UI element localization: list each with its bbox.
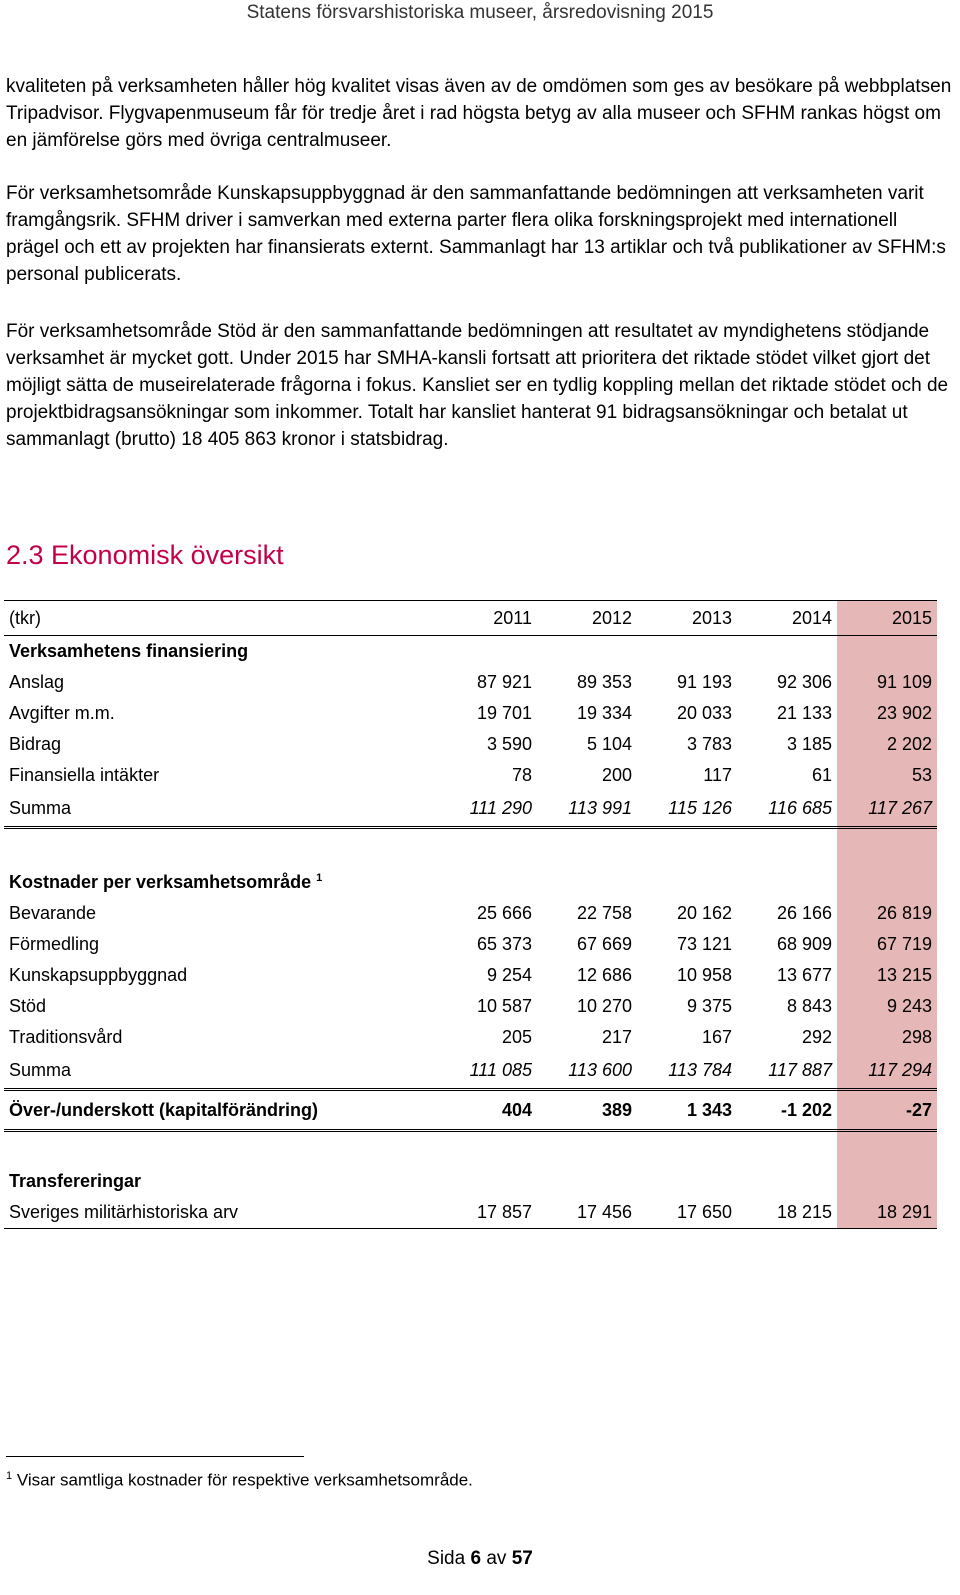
row-label: Avgifter m.m. [9,703,115,723]
cell-value: 19 701 [476,703,532,723]
cell-value: 200 [601,765,632,785]
financing-heading-row [4,636,937,668]
cell-value: 13 677 [776,965,832,985]
cell-value: 205 [501,1027,532,1047]
costs-heading: Kostnader per verksamhetsområde $^1$ [9,872,323,892]
row-label: Förmedling [9,934,100,954]
sum-value: 113 784 [637,1053,737,1090]
row-label: Stöd [9,996,47,1016]
cell-value: 3 590 [486,734,532,754]
table-header-row [4,601,937,636]
result-row [4,1090,937,1131]
cell-value: 22 758 [576,903,632,923]
footnote-number: 1 [6,1470,13,1482]
cell-value: 117 [703,765,732,785]
cell-value: 78 [511,765,532,785]
cell-value: 89 353 [576,672,632,692]
row-label: Bevarande [9,903,97,923]
row-label: Traditionsvård [9,1027,123,1047]
footnote-text: Visar samtliga kostnader för respektive verksamhetsområde. [16,1470,473,1490]
row-label: Kunskapsuppbyggnad [9,965,188,985]
financial-overview-table [4,600,937,1229]
costs-heading-row [4,867,937,898]
page-total: 57 [511,1548,533,1569]
row-label: Anslag [9,672,65,692]
cell-value: 17 650 [637,1197,737,1229]
cell-value: 10 958 [676,965,732,985]
cell-value-highlight: 2 202 [837,729,937,760]
cell-value: 167 [701,1027,732,1047]
year-header-highlight: 2015 [837,601,937,636]
spacer-row [4,828,937,868]
transfers-heading: Transfereringar [9,1171,142,1191]
sum-value: 111 085 [437,1053,537,1090]
cell-value: 87 921 [476,672,532,692]
paragraph-quality: kvaliteten på verksamheten håller hög kvalitet visas även av de omdömen som ges av besökare på webbplatsen Tripadvisor. Flygvapenmuseum får för tredje året i rad högsta betyg av alla museer och SFHM rankas högst om en jämförelse görs med övriga centralmuseer. [6,76,952,151]
table-row [4,898,937,929]
year-header: 2011 [437,601,537,636]
year-header: 2014 [737,601,837,636]
financing-sum-row [4,791,937,828]
cell-value-highlight: 298 [837,1022,937,1053]
sum-label: Summa [4,1053,437,1090]
result-value: 404 [437,1090,537,1131]
row-label: Finansiella intäkter [9,765,160,785]
cell-value: 67 669 [576,934,632,954]
cell-value: 26 166 [776,903,832,923]
spacer-row [4,1131,937,1167]
unit-label: (tkr) [4,601,437,636]
table-row [4,667,937,698]
cell-value: 12 686 [576,965,632,985]
sum-value: 113 600 [537,1053,637,1090]
page-number [0,1548,960,1570]
cell-value: 20 162 [676,903,732,923]
result-value: 389 [537,1090,637,1131]
cell-value-highlight: 9 243 [837,991,937,1022]
sum-value: 115 126 [637,791,737,828]
footnote-divider [6,1456,304,1457]
cell-value-highlight: 13 215 [837,960,937,991]
table-row [4,991,937,1022]
footnote-marker: 1 [316,872,323,884]
cell-value: 217 [601,1027,632,1047]
cell-value: 5 104 [586,734,632,754]
row-label: Bidrag [9,734,62,754]
cell-value-highlight: 26 819 [837,898,937,929]
cell-value: 9 254 [486,965,532,985]
cell-value: 65 373 [476,934,532,954]
sum-label: Summa [4,791,437,828]
table-row [4,698,937,729]
cell-value: 68 909 [776,934,832,954]
sum-value: 116 685 [737,791,837,828]
table-row [4,729,937,760]
year-header: 2012 [537,601,637,636]
table-row [4,929,937,960]
cell-value-highlight: 67 719 [837,929,937,960]
cell-value: 91 193 [676,672,732,692]
result-label: Över-/underskott (kapitalförändring) [4,1090,437,1131]
sum-value: 113 991 [537,791,637,828]
result-value: 1 343 [637,1090,737,1131]
paragraph-support: För verksamhetsområde Stöd är den sammanfattande bedömningen att resultatet av myndighetens stödjande verksamhet är mycket gott. Under 2015 har SMHA-kansli fortsatt att prioritera det riktade stödet vilket gjort det möjligt sätta de museirelaterade frågorna i fokus. Kansliet ser en tydlig koppling mellan det riktade stödet och de projektbidragsansökningar som inkommer. Totalt har kansliet hanterat 91 bidragsansökningar och betalat ut sammanlagt (brutto) 18 405 863 kronor i statsbidrag. [6,321,949,450]
transfers-heading-row [4,1166,937,1197]
table-row [4,1022,937,1053]
cell-value-highlight: 23 902 [837,698,937,729]
row-label: Sveriges militärhistoriska arv [4,1197,437,1229]
result-value: -1 202 [737,1090,837,1131]
result-value-highlight: -27 [837,1090,937,1131]
footnote [6,1470,473,1491]
page-prefix: Sida [427,1548,466,1569]
cell-value: 17 456 [537,1197,637,1229]
costs-sum-row [4,1053,937,1090]
sum-value: 117 887 [737,1053,837,1090]
cell-value: 18 215 [737,1197,837,1229]
cell-value: 17 857 [437,1197,537,1229]
table-row [4,960,937,991]
cell-value: 25 666 [476,903,532,923]
cell-value-highlight: 18 291 [837,1197,937,1229]
sum-value: 111 290 [437,791,537,828]
cell-value: 10 270 [576,996,632,1016]
year-header: 2013 [637,601,737,636]
paragraph-knowledge: För verksamhetsområde Kunskapsuppbyggnad är den sammanfattande bedömningen att verksamheten varit framgångsrik. SFHM driver i samverkan med externa parter flera olika forskningsprojekt med internationell prägel och ett av projekten har finansierats externt. Sammanlagt har 13 artiklar och två publikationer av SFHM:s personal publicerats. [6,183,946,285]
cell-value: 20 033 [676,703,732,723]
cell-value: 9 375 [686,996,732,1016]
page-header: Statens försvarshistoriska museer, årsredovisning 2015 [246,2,714,23]
cell-value-highlight: 91 109 [837,667,937,698]
section-title: 2.3 Ekonomisk översikt [6,540,284,570]
cell-value: 8 843 [786,996,832,1016]
cell-value: 19 334 [576,703,632,723]
table-row [4,1197,937,1229]
sum-value-highlight: 117 294 [837,1053,937,1090]
page-separator: av [486,1548,507,1569]
financing-heading: Verksamhetens finansiering [9,641,249,661]
cell-value: 21 133 [776,703,832,723]
cell-value: 73 121 [676,934,732,954]
page-current: 6 [470,1548,482,1569]
cell-value: 292 [801,1027,832,1047]
cell-value: 10 587 [476,996,532,1016]
table-row [4,760,937,791]
cell-value-highlight: 53 [837,760,937,791]
sum-value-highlight: 117 267 [837,791,937,828]
cell-value: 61 [811,765,832,785]
cell-value: 3 783 [686,734,732,754]
cell-value: 3 185 [786,734,832,754]
cell-value: 92 306 [776,672,832,692]
